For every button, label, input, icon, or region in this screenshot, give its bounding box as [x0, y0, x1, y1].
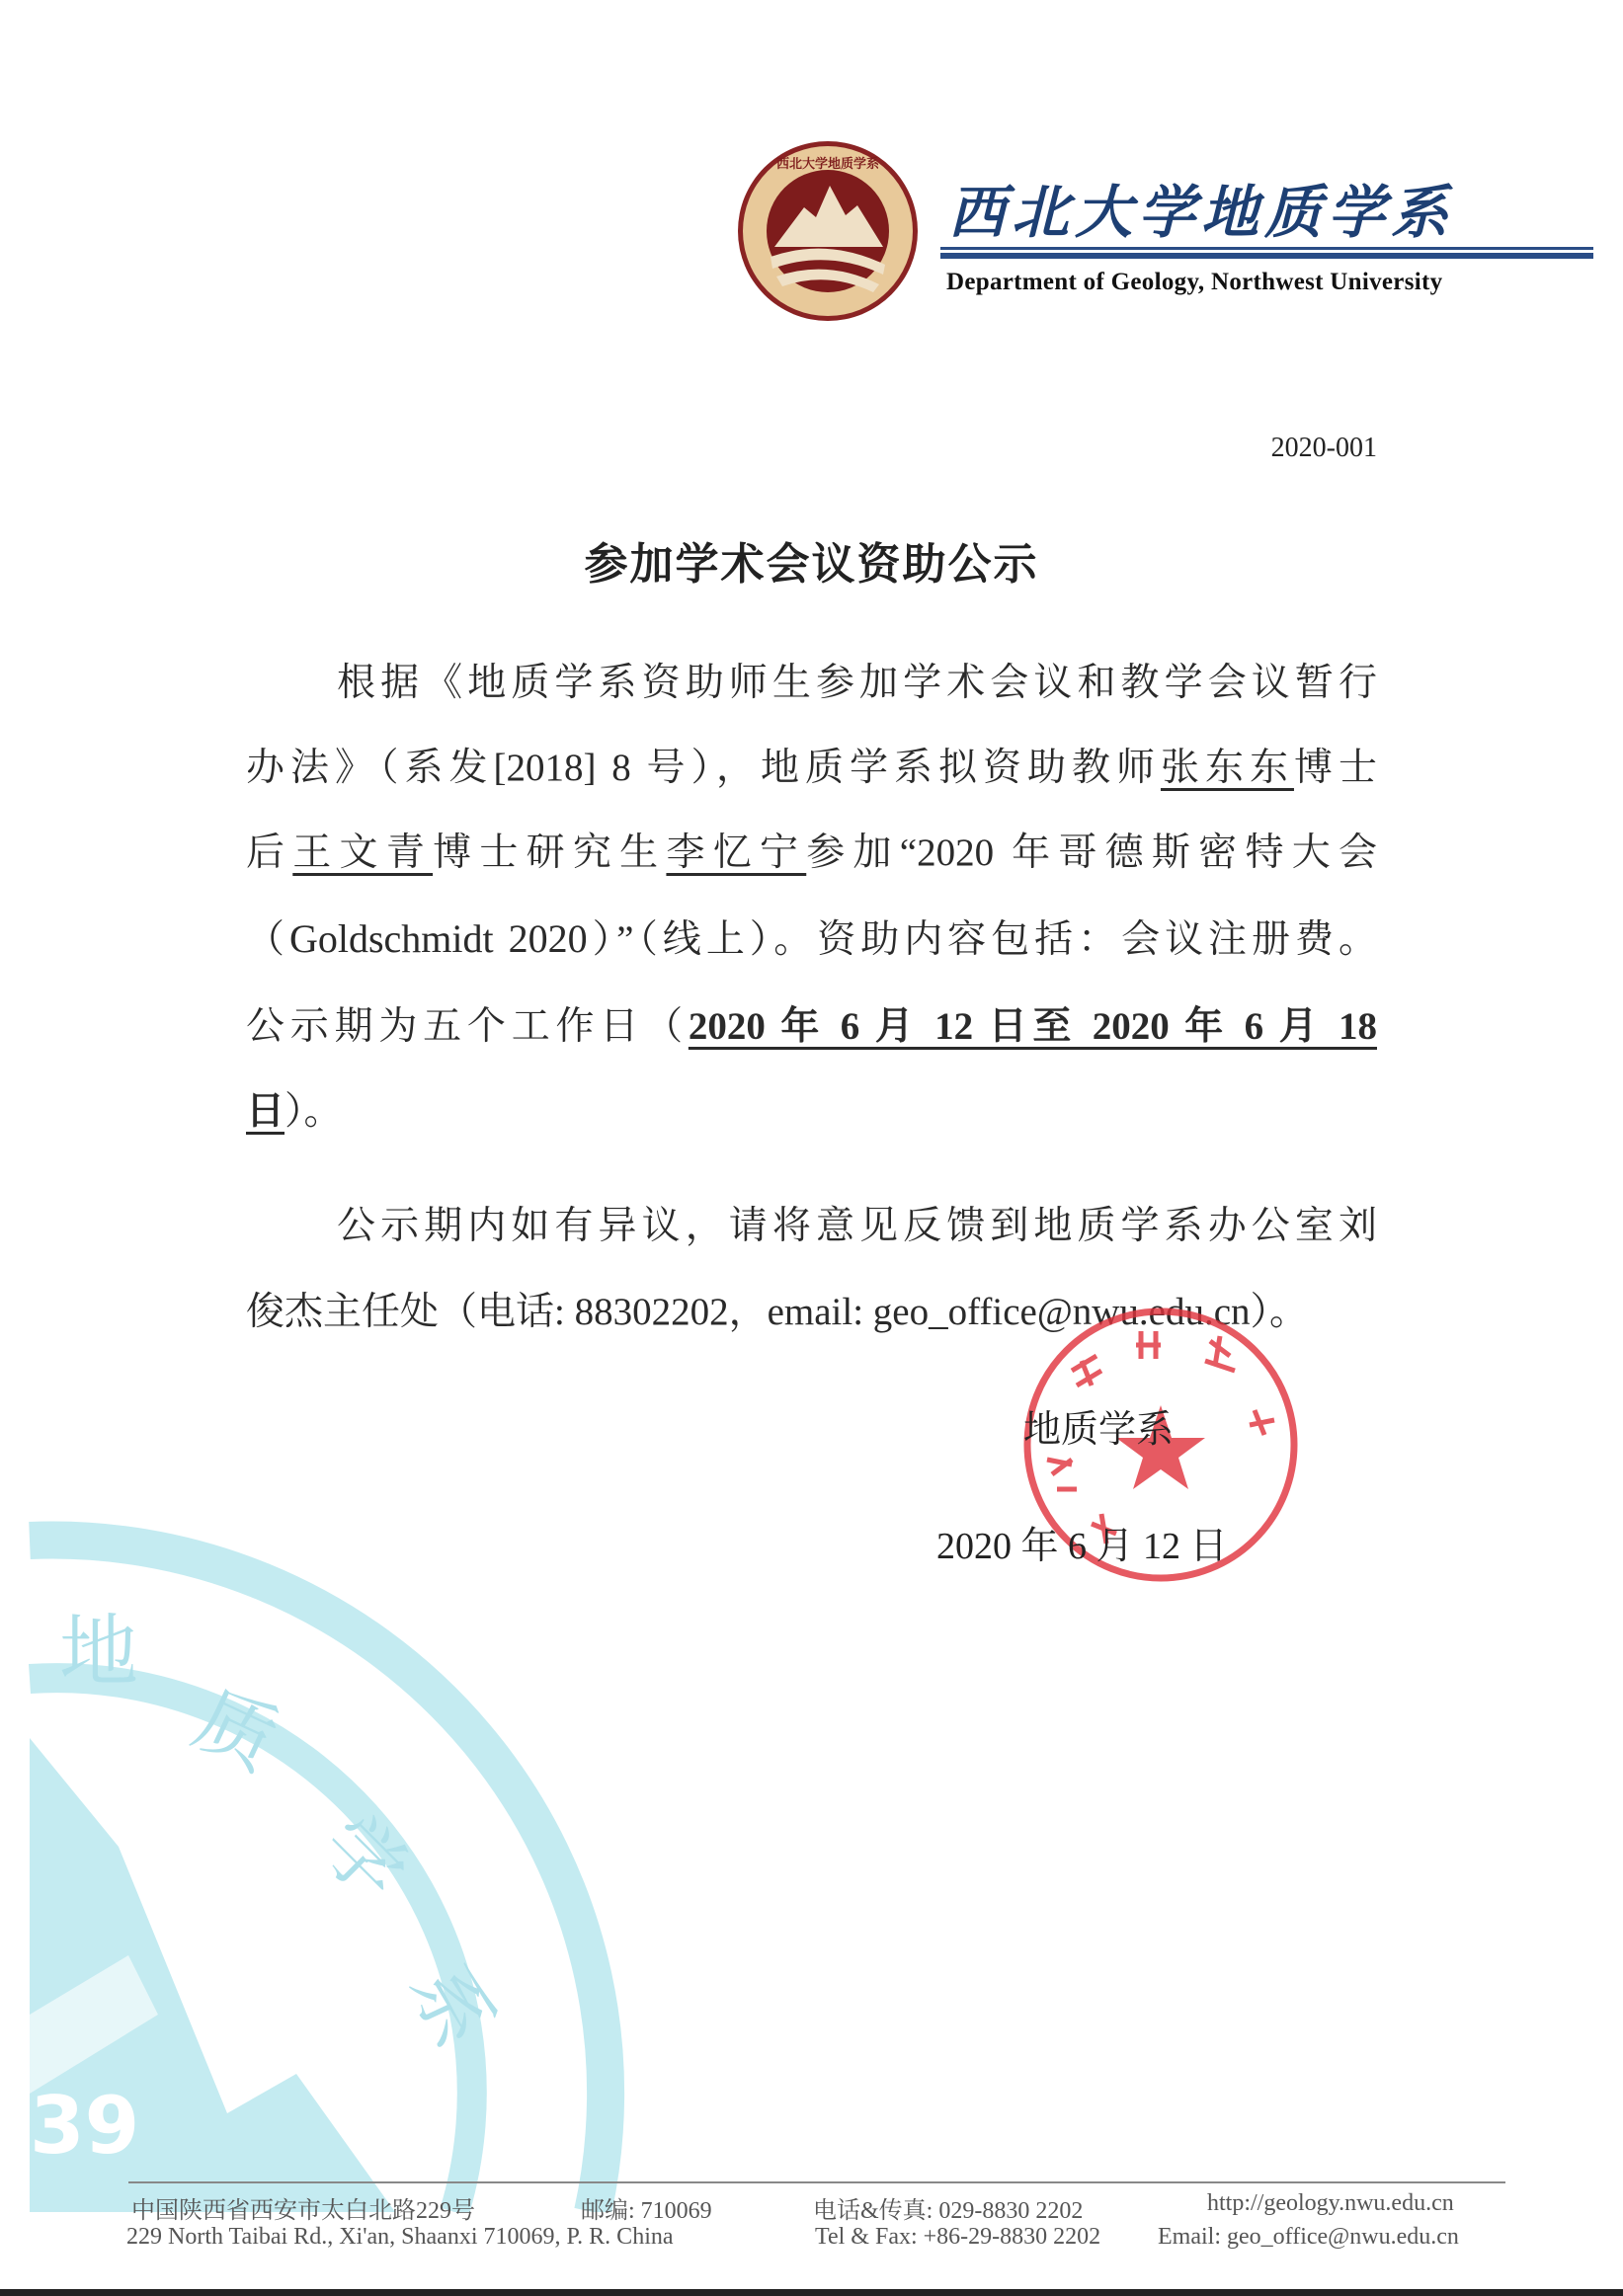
- body-line: [246, 1080, 1377, 1136]
- footer-rule: [128, 2181, 1505, 2183]
- watermark-char: 地: [59, 1606, 138, 1698]
- notice-period: 2020 年 6 月 12 日至 2020 年 6 月 18: [688, 1005, 1377, 1048]
- body-line: [246, 995, 1377, 1051]
- footer-address-en: 229 North Taibai Rd., Xi'an, Shaanxi 710069, P. R. China: [126, 2224, 674, 2250]
- body-line: [246, 909, 1377, 964]
- student-name: 李忆宁: [666, 831, 807, 874]
- watermark-emblem: [0, 1521, 632, 2212]
- postdoc-name: 王文青: [292, 831, 434, 874]
- text: 参加“2020 年哥德斯密特大会: [806, 831, 1377, 874]
- text: 博士: [1293, 747, 1377, 789]
- body-line: [337, 1195, 1377, 1250]
- footer-phone-en: Tel & Fax: +86-29-8830 2202: [815, 2224, 1101, 2250]
- footer-website[interactable]: http://geology.nwu.edu.cn: [1207, 2190, 1454, 2216]
- text: （: [246, 918, 289, 961]
- department-logo: [735, 138, 921, 324]
- text: ）”（线上）。资助内容包括：会议注册费。: [587, 918, 1377, 961]
- document-number: 2020-001: [1270, 433, 1377, 463]
- conference-name: Goldschmidt 2020: [288, 916, 588, 961]
- svg-text:西北大学地质学系: 西北大学地质学系: [775, 157, 880, 172]
- body-line: [246, 822, 1377, 877]
- body-line: [246, 737, 1377, 792]
- signature-date: 2020 年 6 月 12 日: [936, 1526, 1228, 1567]
- watermark-char: 学: [303, 1797, 425, 1919]
- footer-address-cn: 中国陕西省西安市太白北路229号: [131, 2198, 475, 2224]
- footer-phone-cn: 电话&传真: 029-8830 2202: [813, 2198, 1084, 2224]
- body-line: [337, 652, 1377, 707]
- header-rule: [940, 253, 1593, 259]
- text: 根据《地质学系资助师生参加学术会议和教学会议暂行: [337, 662, 1377, 704]
- footer-postcode: 邮编: 710069: [581, 2198, 712, 2224]
- teacher-name: 张东东: [1160, 747, 1294, 789]
- logo-year: 1939: [812, 230, 844, 244]
- text: 后: [246, 831, 293, 874]
- scan-edge: [0, 2289, 1623, 2296]
- watermark-char: 系: [393, 1950, 511, 2061]
- text: 公示期为五个工作日（: [246, 1005, 689, 1048]
- footer-email[interactable]: Email: geo_office@nwu.edu.cn: [1158, 2224, 1459, 2250]
- watermark-number: 39: [30, 2080, 140, 2172]
- document-title: 参加学术会议资助公示: [584, 539, 1039, 590]
- department-name-cn: 西北大学地质学系: [948, 179, 1455, 246]
- contact-text: 俊杰主任处（电话: 88302202，email: geo_office@nwu.edu.cn）。: [246, 1291, 1309, 1333]
- notice-period: 日: [246, 1090, 285, 1133]
- header-rule: [940, 247, 1593, 250]
- watermark-char: 质: [181, 1672, 291, 1789]
- text: ）。: [284, 1090, 343, 1133]
- department-name-en: Department of Geology, Northwest University: [946, 269, 1443, 295]
- signature-org: 地质学系: [1023, 1407, 1175, 1451]
- text: 办法》（系发[2018] 8 号），地质学系拟资助教师: [246, 747, 1161, 789]
- text: 博士研究生: [433, 831, 667, 874]
- text: 公示期内如有异议，请将意见反馈到地质学系办公室刘: [337, 1205, 1377, 1247]
